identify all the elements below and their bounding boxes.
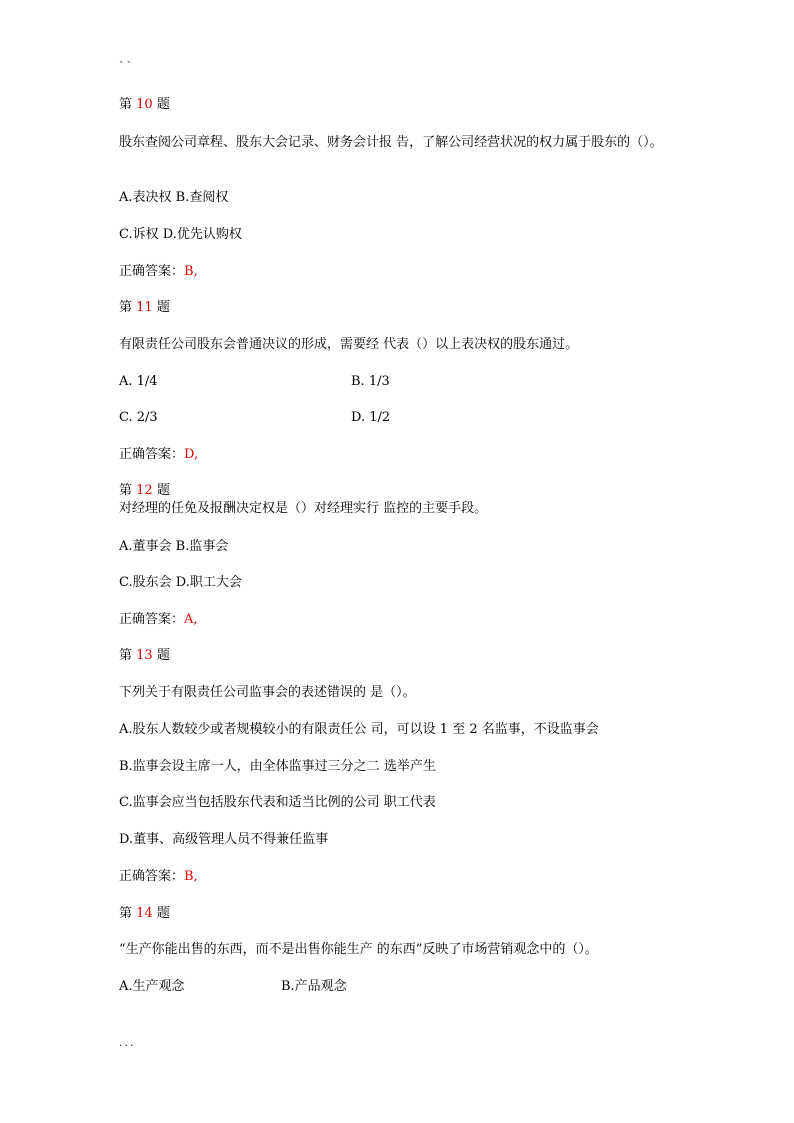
answer-value: A, bbox=[184, 612, 198, 627]
answer-label: 正确答案： bbox=[119, 869, 185, 884]
question-number: 13 bbox=[136, 648, 153, 663]
question-12-options-row-1: A.董事会 B.监事会 bbox=[119, 539, 229, 554]
question-14-option-b: B.产品观念 bbox=[281, 979, 347, 994]
q-suffix: 题 bbox=[156, 97, 170, 112]
question-14-stem: “生产你能出售的东西，而不是出售你能生产 的东西”反映了市场营销观念中的（）。 bbox=[119, 942, 598, 957]
answer-label: 正确答案： bbox=[119, 264, 185, 279]
question-number: 12 bbox=[136, 483, 153, 498]
answer-value: B, bbox=[184, 869, 198, 884]
question-10-options-row-1: A.表决权 B.查阅权 bbox=[119, 190, 229, 205]
question-10-answer bbox=[119, 264, 198, 280]
question-13-stem: 下列关于有限责任公司监事会的表述错误的 是（）。 bbox=[119, 685, 416, 700]
q-suffix: 题 bbox=[156, 648, 170, 663]
question-12-options-row-2: C.股东会 D.职工大会 bbox=[119, 575, 242, 590]
answer-label: 正确答案： bbox=[119, 612, 185, 627]
question-13-option-a: A.股东人数较少或者规模较小的有限责任公 司，可以设 1 至 2 名监事，不设监事会 bbox=[119, 722, 599, 737]
question-13-option-c: C.监事会应当包括股东代表和适当比例的公司 职工代表 bbox=[119, 795, 436, 810]
question-number: 10 bbox=[136, 97, 153, 112]
question-11-option-c: C. 2/3 bbox=[119, 410, 158, 425]
question-11-stem: 有限责任公司股东会普通决议的形成，需要经 代表（）以上表决权的股东通过。 bbox=[119, 337, 579, 352]
question-11-heading bbox=[119, 300, 170, 316]
question-10-options-row-2: C.诉权 D.优先认购权 bbox=[119, 227, 242, 242]
top-mark: `` bbox=[119, 60, 134, 73]
q-prefix: 第 bbox=[119, 906, 133, 921]
question-12-answer bbox=[119, 612, 198, 628]
q-prefix: 第 bbox=[119, 300, 133, 315]
bottom-mark: ... bbox=[119, 1036, 136, 1049]
question-10-heading bbox=[119, 97, 170, 113]
q-suffix: 题 bbox=[156, 483, 170, 498]
question-13-option-b: B.监事会设主席一人，由全体监事过三分之二 选举产生 bbox=[119, 759, 436, 774]
q-prefix: 第 bbox=[119, 97, 133, 112]
question-12-stem: 对经理的任免及报酬决定权是（）对经理实行 监控的主要手段。 bbox=[119, 501, 488, 516]
question-13-heading bbox=[119, 648, 170, 664]
question-13-answer bbox=[119, 869, 198, 885]
question-11-option-a: A. 1/4 bbox=[119, 374, 158, 389]
answer-label: 正确答案： bbox=[119, 447, 185, 462]
question-13-option-d: D.董事、高级管理人员不得兼任监事 bbox=[119, 832, 329, 847]
q-prefix: 第 bbox=[119, 648, 133, 663]
question-11-option-d: D. 1/2 bbox=[351, 410, 391, 425]
question-12-heading bbox=[119, 483, 170, 499]
question-14-option-a: A.生产观念 bbox=[119, 979, 185, 994]
question-number: 14 bbox=[136, 906, 153, 921]
question-11-answer bbox=[119, 447, 198, 463]
q-suffix: 题 bbox=[156, 300, 170, 315]
q-suffix: 题 bbox=[156, 906, 170, 921]
question-number: 11 bbox=[136, 300, 153, 315]
question-14-heading bbox=[119, 906, 170, 922]
answer-value: D, bbox=[184, 447, 199, 462]
answer-value: B, bbox=[184, 264, 198, 279]
question-10-stem: 股东查阅公司章程、股东大会记录、财务会计报 告，了解公司经营状况的权力属于股东的（）。 bbox=[119, 135, 663, 150]
q-prefix: 第 bbox=[119, 483, 133, 498]
question-11-option-b: B. 1/3 bbox=[351, 374, 390, 389]
